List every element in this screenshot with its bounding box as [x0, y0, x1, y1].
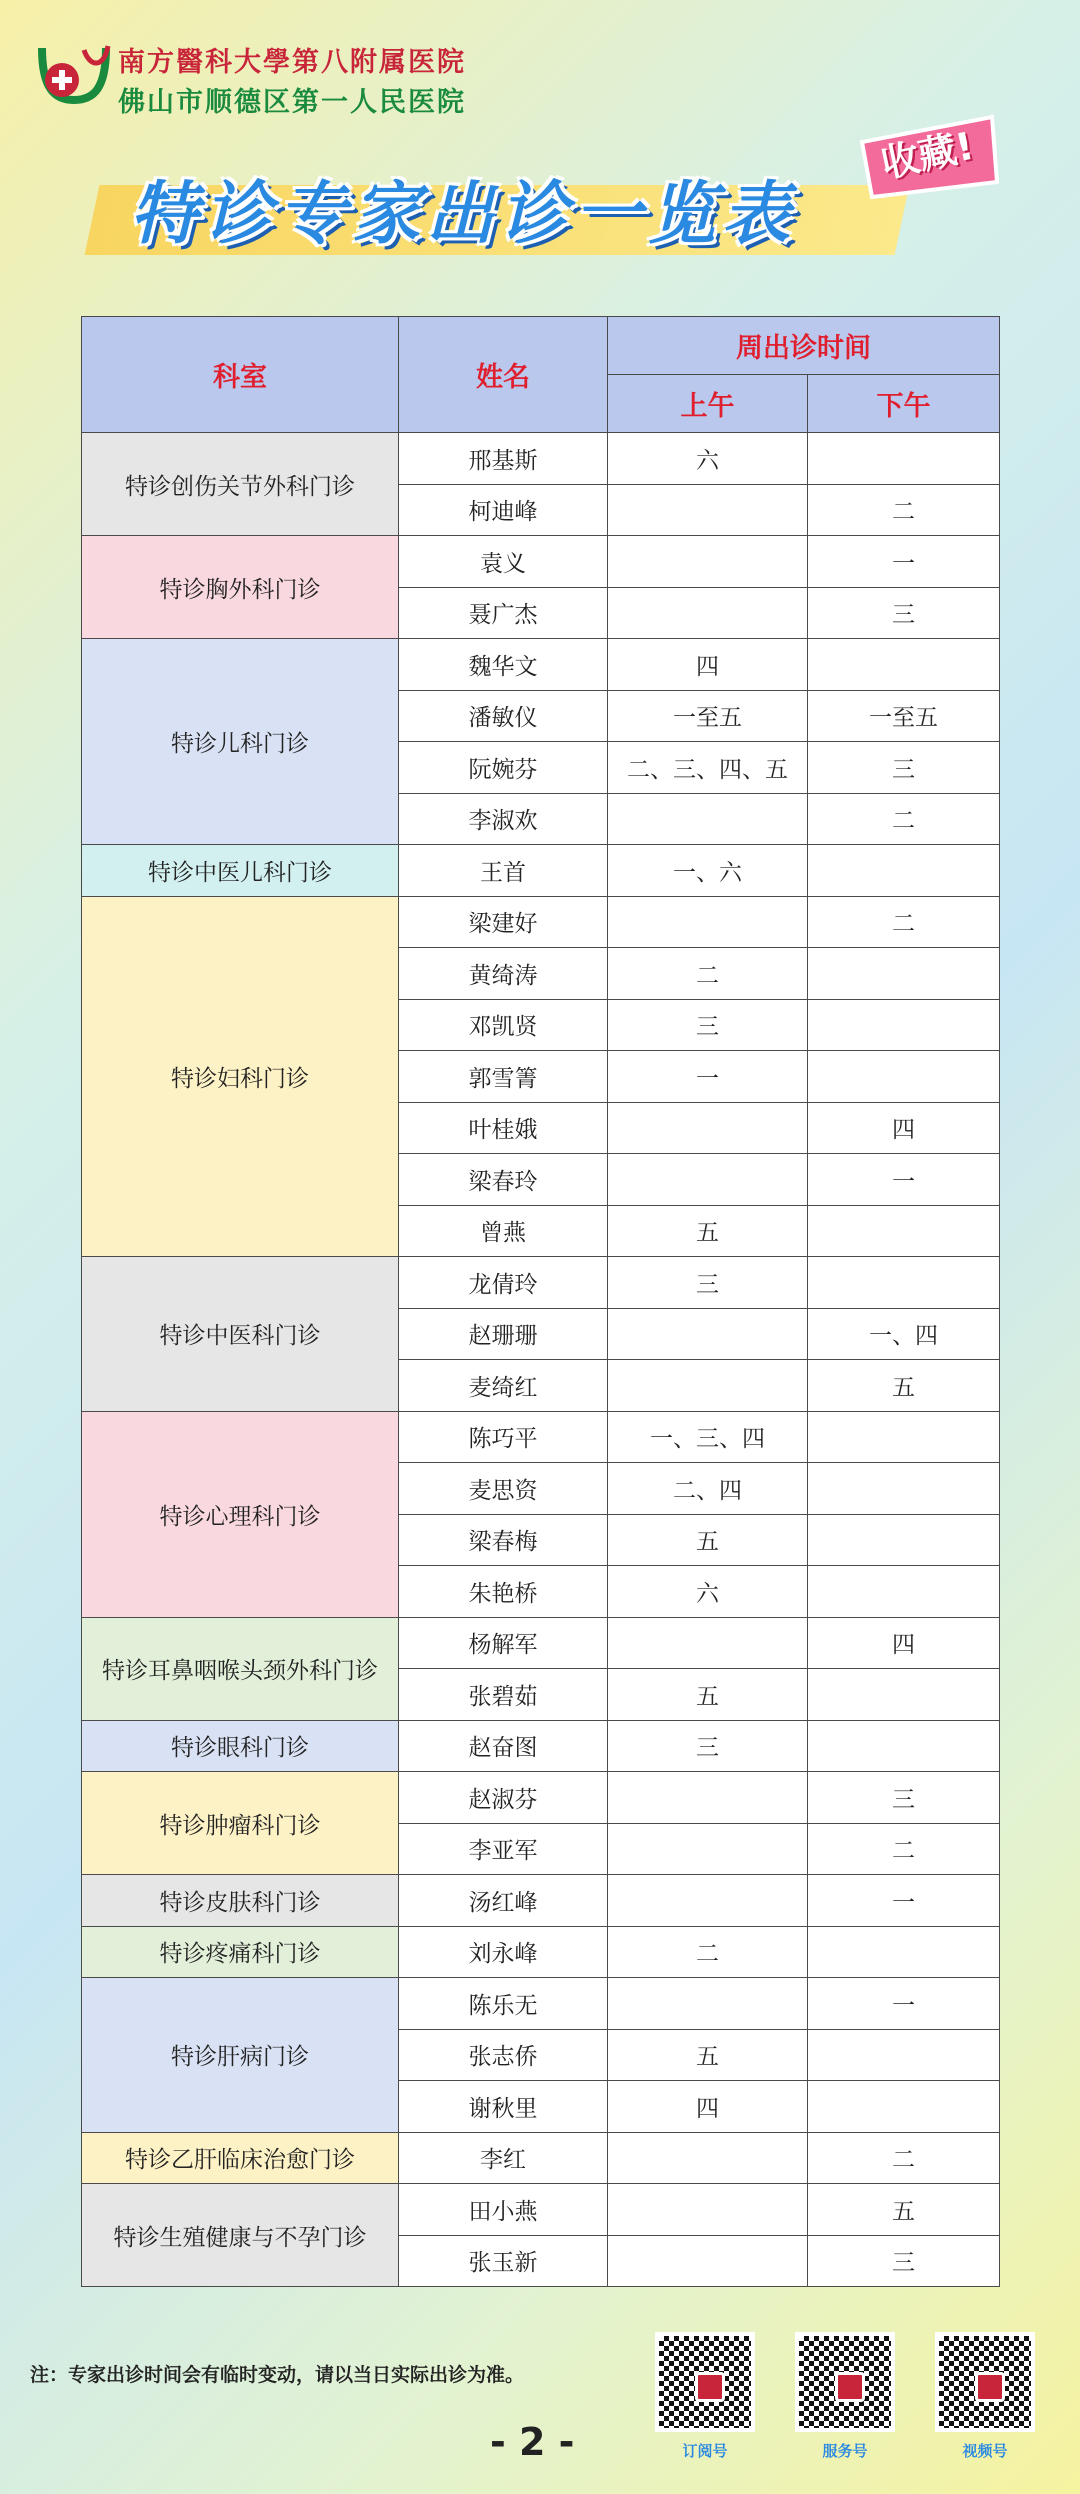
pm-cell	[808, 845, 1000, 897]
dept-cell: 特诊心理科门诊	[82, 1411, 399, 1617]
bookmark-badge-text: 收藏!	[877, 123, 978, 187]
dept-cell: 特诊中医科门诊	[82, 1257, 399, 1412]
pm-cell	[808, 1720, 1000, 1772]
doctor-name-cell: 邓凯贤	[399, 999, 608, 1051]
am-cell	[608, 1875, 808, 1927]
pm-cell: 三	[808, 587, 1000, 639]
dept-cell: 特诊肝病门诊	[82, 1978, 399, 2133]
am-cell: 六	[608, 433, 808, 485]
dept-cell: 特诊耳鼻咽喉头颈外科门诊	[82, 1617, 399, 1720]
hospital-logo-icon	[34, 38, 114, 108]
pm-cell: 二	[808, 896, 1000, 948]
pm-cell: 二	[808, 484, 1000, 536]
table-row	[82, 639, 1000, 691]
doctor-name-cell: 王首	[399, 845, 608, 897]
pm-cell	[808, 2029, 1000, 2081]
qr-label: 服务号	[822, 2442, 868, 2460]
am-cell: 一至五	[608, 690, 808, 742]
pm-cell	[808, 948, 1000, 1000]
dept-cell: 特诊乙肝临床治愈门诊	[82, 2132, 399, 2184]
hospital-name-line1: 南方醫科大學第八附属医院	[118, 47, 466, 78]
am-cell: 四	[608, 639, 808, 691]
header-pm: 下午	[808, 375, 1000, 433]
am-cell: 二	[608, 1926, 808, 1978]
pm-cell: 四	[808, 1102, 1000, 1154]
qr-label: 订阅号	[682, 2442, 728, 2460]
pm-cell	[808, 639, 1000, 691]
pm-cell	[808, 1566, 1000, 1618]
doctor-name-cell: 魏华文	[399, 639, 608, 691]
am-cell	[608, 1360, 808, 1412]
doctor-name-cell: 赵奋图	[399, 1720, 608, 1772]
pm-cell: 五	[808, 2184, 1000, 2236]
dept-cell: 特诊胸外科门诊	[82, 536, 399, 639]
qr-service[interactable]	[790, 2332, 900, 2461]
doctor-name-cell: 赵珊珊	[399, 1308, 608, 1360]
page-number: - 2 -	[490, 2420, 575, 2464]
pm-cell: 一	[808, 1978, 1000, 2030]
doctor-name-cell: 张碧茹	[399, 1669, 608, 1721]
pm-cell: 一、四	[808, 1308, 1000, 1360]
pm-cell	[808, 433, 1000, 485]
am-cell: 二、三、四、五	[608, 742, 808, 794]
pm-cell: 五	[808, 1360, 1000, 1412]
table-row	[82, 1772, 1000, 1824]
dept-cell: 特诊皮肤科门诊	[82, 1875, 399, 1927]
table-row	[82, 845, 1000, 897]
dept-cell: 特诊中医儿科门诊	[82, 845, 399, 897]
doctor-name-cell: 谢秋里	[399, 2081, 608, 2133]
pm-cell	[808, 999, 1000, 1051]
pm-cell: 一	[808, 536, 1000, 588]
dept-cell: 特诊儿科门诊	[82, 639, 399, 845]
pm-cell	[808, 1051, 1000, 1103]
table-row	[82, 1978, 1000, 2030]
doctor-name-cell: 刘永峰	[399, 1926, 608, 1978]
table-row	[82, 1926, 1000, 1978]
qr-code-icon	[795, 2332, 895, 2432]
doctor-name-cell: 赵淑芬	[399, 1772, 608, 1824]
am-cell	[608, 484, 808, 536]
pm-cell: 四	[808, 1617, 1000, 1669]
doctor-name-cell: 阮婉芬	[399, 742, 608, 794]
table-row	[82, 536, 1000, 588]
doctor-name-cell: 黄绮涛	[399, 948, 608, 1000]
am-cell	[608, 2184, 808, 2236]
am-cell	[608, 793, 808, 845]
am-cell	[608, 587, 808, 639]
pm-cell: 二	[808, 1823, 1000, 1875]
doctor-name-cell: 陈巧平	[399, 1411, 608, 1463]
dept-cell: 特诊疼痛科门诊	[82, 1926, 399, 1978]
pm-cell: 一	[808, 1875, 1000, 1927]
schedule-table	[81, 316, 1000, 2287]
pm-cell	[808, 1669, 1000, 1721]
footer-note: 注：专家出诊时间会有临时变动，请以当日实际出诊为准。	[30, 2364, 525, 2386]
dept-cell: 特诊生殖健康与不孕门诊	[82, 2184, 399, 2287]
am-cell: 三	[608, 1257, 808, 1309]
am-cell	[608, 896, 808, 948]
am-cell: 五	[608, 2029, 808, 2081]
dept-cell: 特诊创伤关节外科门诊	[82, 433, 399, 536]
doctor-name-cell: 陈乐无	[399, 1978, 608, 2030]
pm-cell	[808, 1926, 1000, 1978]
table-row	[82, 1257, 1000, 1309]
doctor-name-cell: 梁春梅	[399, 1514, 608, 1566]
am-cell	[608, 1102, 808, 1154]
header-name: 姓名	[399, 317, 608, 433]
table-row	[82, 2184, 1000, 2236]
doctor-name-cell: 田小燕	[399, 2184, 608, 2236]
header-week: 周出诊时间	[608, 317, 1000, 375]
qr-code-icon	[655, 2332, 755, 2432]
hospital-name-line2: 佛山市顺德区第一人民医院	[118, 87, 466, 118]
qr-video[interactable]	[930, 2332, 1040, 2461]
pm-cell: 三	[808, 1772, 1000, 1824]
qr-subscription[interactable]	[650, 2332, 760, 2461]
doctor-name-cell: 张玉新	[399, 2235, 608, 2287]
schedule-body	[82, 433, 1000, 2287]
doctor-name-cell: 叶桂娥	[399, 1102, 608, 1154]
doctor-name-cell: 汤红峰	[399, 1875, 608, 1927]
pm-cell: 二	[808, 2132, 1000, 2184]
am-cell	[608, 1308, 808, 1360]
header	[0, 0, 1080, 300]
doctor-name-cell: 郭雪箐	[399, 1051, 608, 1103]
doctor-name-cell: 梁建好	[399, 896, 608, 948]
am-cell: 一	[608, 1051, 808, 1103]
doctor-name-cell: 潘敏仪	[399, 690, 608, 742]
am-cell	[608, 2235, 808, 2287]
table-row	[82, 1411, 1000, 1463]
doctor-name-cell: 柯迪峰	[399, 484, 608, 536]
doctor-name-cell: 张志侨	[399, 2029, 608, 2081]
dept-cell: 特诊肿瘤科门诊	[82, 1772, 399, 1875]
am-cell: 三	[608, 999, 808, 1051]
pm-cell: 一	[808, 1154, 1000, 1206]
doctor-name-cell: 曾燕	[399, 1205, 608, 1257]
pm-cell: 三	[808, 742, 1000, 794]
am-cell	[608, 1154, 808, 1206]
am-cell: 五	[608, 1669, 808, 1721]
doctor-name-cell: 李亚军	[399, 1823, 608, 1875]
doctor-name-cell: 聂广杰	[399, 587, 608, 639]
am-cell: 五	[608, 1514, 808, 1566]
table-row	[82, 1875, 1000, 1927]
am-cell	[608, 1772, 808, 1824]
doctor-name-cell: 麦思资	[399, 1463, 608, 1515]
dept-cell: 特诊眼科门诊	[82, 1720, 399, 1772]
am-cell: 三	[608, 1720, 808, 1772]
header-dept: 科室	[82, 317, 399, 433]
pm-cell	[808, 1257, 1000, 1309]
pm-cell	[808, 1205, 1000, 1257]
am-cell: 二、四	[608, 1463, 808, 1515]
pm-cell: 三	[808, 2235, 1000, 2287]
doctor-name-cell: 邢基斯	[399, 433, 608, 485]
am-cell: 四	[608, 2081, 808, 2133]
doctor-name-cell: 李淑欢	[399, 793, 608, 845]
am-cell	[608, 2132, 808, 2184]
am-cell	[608, 1823, 808, 1875]
am-cell: 一、六	[608, 845, 808, 897]
pm-cell: 一至五	[808, 690, 1000, 742]
table-row	[82, 433, 1000, 485]
table-row	[82, 1617, 1000, 1669]
dept-cell: 特诊妇科门诊	[82, 896, 399, 1257]
pm-cell	[808, 1411, 1000, 1463]
doctor-name-cell: 杨解军	[399, 1617, 608, 1669]
doctor-name-cell: 袁义	[399, 536, 608, 588]
am-cell: 二	[608, 948, 808, 1000]
table-row	[82, 1720, 1000, 1772]
am-cell: 六	[608, 1566, 808, 1618]
am-cell: 一、三、四	[608, 1411, 808, 1463]
pm-cell	[808, 1463, 1000, 1515]
am-cell: 五	[608, 1205, 808, 1257]
pm-cell	[808, 1514, 1000, 1566]
qr-label: 视频号	[962, 2442, 1008, 2460]
am-cell	[608, 1978, 808, 2030]
doctor-name-cell: 麦绮红	[399, 1360, 608, 1412]
am-cell	[608, 1617, 808, 1669]
doctor-name-cell: 朱艳桥	[399, 1566, 608, 1618]
pm-cell	[808, 2081, 1000, 2133]
table-row	[82, 896, 1000, 948]
table-row	[82, 2132, 1000, 2184]
qr-code-icon	[935, 2332, 1035, 2432]
header-am: 上午	[608, 375, 808, 433]
page-title: 特诊专家出诊一览表	[130, 175, 797, 254]
doctor-name-cell: 梁春玲	[399, 1154, 608, 1206]
doctor-name-cell: 李红	[399, 2132, 608, 2184]
pm-cell: 二	[808, 793, 1000, 845]
am-cell	[608, 536, 808, 588]
doctor-name-cell: 龙倩玲	[399, 1257, 608, 1309]
